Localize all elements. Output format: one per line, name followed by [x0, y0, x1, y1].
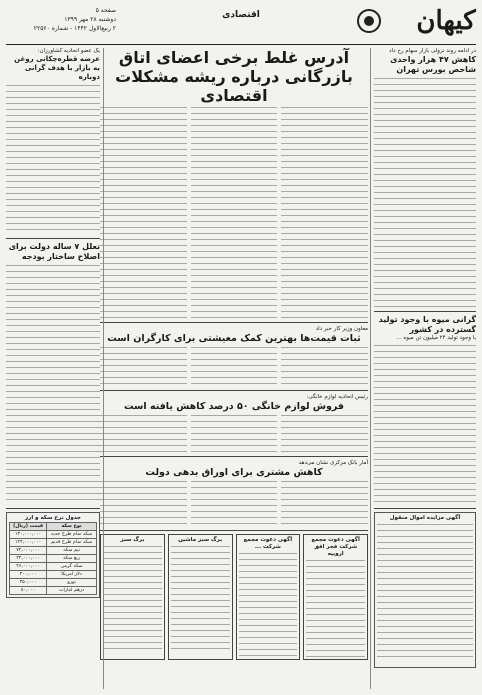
table-cell: سکه تمام طرح جدید — [47, 531, 97, 539]
rates-table — [9, 522, 97, 595]
table-cell: ۲۶,۰۰۰,۰۰۰ — [10, 563, 47, 571]
story-kicker: معاون وزیر کار خبر داد — [315, 326, 368, 332]
table-header: قیمت (ریال) — [10, 523, 47, 531]
story-headline: عرضه قطره‌چکانی روغن به بازار با هدف گرانی دوباره — [14, 55, 100, 81]
table-row — [10, 555, 97, 563]
divider — [374, 508, 476, 509]
classified-ad — [100, 534, 165, 660]
article-body — [374, 345, 476, 505]
divider — [100, 322, 368, 323]
table-cell: ۸۰,۰۰۰ — [10, 587, 47, 595]
story-headline: گرانی میوه با وجود تولید گسترده در کشور — [378, 315, 476, 334]
article-body — [100, 415, 187, 453]
table-cell: دلار آمریکا — [47, 571, 97, 579]
story-headline: کاهش ۴۷ هزار واحدی شاخص بورس تهران — [390, 55, 476, 74]
article — [100, 481, 368, 527]
table-cell: سکه گرمی — [47, 563, 97, 571]
ad-title: آگهی دعوت مجمع شرکت فخر افق اروپیه — [311, 537, 360, 557]
divider — [100, 456, 368, 457]
table-cell: یورو — [47, 579, 97, 587]
divider — [6, 238, 100, 239]
ad-title: برگ سبز ماشین — [178, 537, 223, 543]
story-headline: کاهش مشتری برای اوراق بدهی دولت — [145, 467, 323, 478]
article-body — [191, 415, 278, 453]
table-cell: ۳۵۰,۰۰۰ — [10, 579, 47, 587]
table-cell: ۱۳۰,۰۰۰,۰۰۰ — [10, 531, 47, 539]
article-body — [191, 347, 278, 387]
ad-body — [171, 546, 230, 651]
ad-title: آگهی دعوت مجمع شرکت ... — [243, 537, 293, 550]
story-kicker: آمار بانک مرکزی نشان می‌دهد — [298, 460, 368, 466]
classified-ad — [236, 534, 301, 660]
article — [100, 415, 368, 453]
table-row — [10, 531, 97, 539]
classified-ad — [374, 512, 476, 668]
ad-body — [239, 553, 298, 658]
left-column — [6, 48, 104, 689]
section-title: اقتصادی — [222, 10, 260, 20]
table-cell: ۷۲,۰۰۰,۰۰۰ — [10, 547, 47, 555]
rates-table-box — [6, 512, 100, 598]
ad-title: آگهی مزایده اموال منقول — [389, 515, 461, 521]
article-body — [281, 415, 368, 453]
story-kicker: رئیس اتحادیه لوازم خانگی: — [306, 394, 368, 400]
article — [100, 347, 368, 387]
article-body — [281, 107, 368, 319]
ad-body — [306, 560, 365, 660]
table-row — [10, 563, 97, 571]
classified-ad — [303, 534, 368, 660]
story-headline: ثبات قیمت‌ها بهترین کمک معیشتی برای کارگران است — [107, 333, 361, 344]
story-kicker: یک عضو اتحادیه کشاورزان: — [37, 48, 100, 54]
table-cell: درهم امارات — [47, 587, 97, 595]
story-headline: فروش لوازم خانگی ۵۰ درصد کاهش یافته است — [123, 401, 344, 412]
divider — [100, 390, 368, 391]
main-column — [100, 48, 368, 689]
divider — [374, 311, 476, 312]
article-body — [100, 347, 187, 387]
lead-article — [100, 107, 368, 319]
story-headline: تعلل ۷ ساله دولت برای اصلاح ساختار بودجه — [8, 242, 100, 261]
page-number: صفحه ۵ — [95, 7, 116, 14]
ads-row — [100, 534, 368, 660]
article-body — [6, 85, 100, 235]
divider — [100, 530, 368, 531]
article-body — [191, 107, 278, 319]
table-row — [10, 587, 97, 595]
article-body — [191, 481, 278, 527]
divider — [6, 508, 100, 509]
article-body — [374, 78, 476, 308]
table-row — [10, 579, 97, 587]
table-title: جدول نرخ سکه و ارز — [24, 515, 82, 521]
ad-body — [377, 524, 473, 660]
emblem-icon — [356, 8, 382, 34]
masthead — [356, 4, 476, 40]
article-body — [100, 481, 187, 527]
ad-title: برگ سبز — [120, 537, 145, 543]
table-row — [10, 539, 97, 547]
table-cell: ربع سکه — [47, 555, 97, 563]
issue-info — [6, 6, 116, 33]
issue-number: ۲ ربیع‌الاول ۱۴۴۲ - شماره ۲۲۵۶۰ — [33, 25, 116, 32]
table-cell: ۴۴,۰۰۰,۰۰۰ — [10, 555, 47, 563]
table-row — [10, 547, 97, 555]
lead-headline: آدرس غلط برخی اعضای اتاق بازرگانی درباره ریشه مشکلات اقتصادی — [115, 48, 353, 105]
right-column — [370, 48, 476, 689]
table-cell: نیم سکه — [47, 547, 97, 555]
table-cell: ۳۰۰,۰۰۰ — [10, 571, 47, 579]
top-rule — [6, 44, 476, 45]
ad-body — [103, 546, 162, 651]
article-body — [281, 347, 368, 387]
table-header: نوع سکه — [47, 523, 97, 531]
story-subhead: با وجود تولید ۲۴ میلیون تن میوه ... — [396, 335, 476, 341]
article-body — [281, 481, 368, 527]
table-row — [10, 571, 97, 579]
article-body — [6, 265, 100, 505]
newspaper-logo: کیهان — [416, 6, 476, 36]
issue-date: دوشنبه ۲۸ مهر ۱۳۹۹ — [64, 16, 116, 23]
article-body — [100, 107, 187, 319]
classified-ad — [168, 534, 233, 660]
table-cell: ۱۲۴,۰۰۰,۰۰۰ — [10, 539, 47, 547]
table-cell: سکه تمام طرح قدیم — [47, 539, 97, 547]
story-kicker: در ادامه روند نزولی بازار سهام رخ داد — [389, 48, 476, 54]
